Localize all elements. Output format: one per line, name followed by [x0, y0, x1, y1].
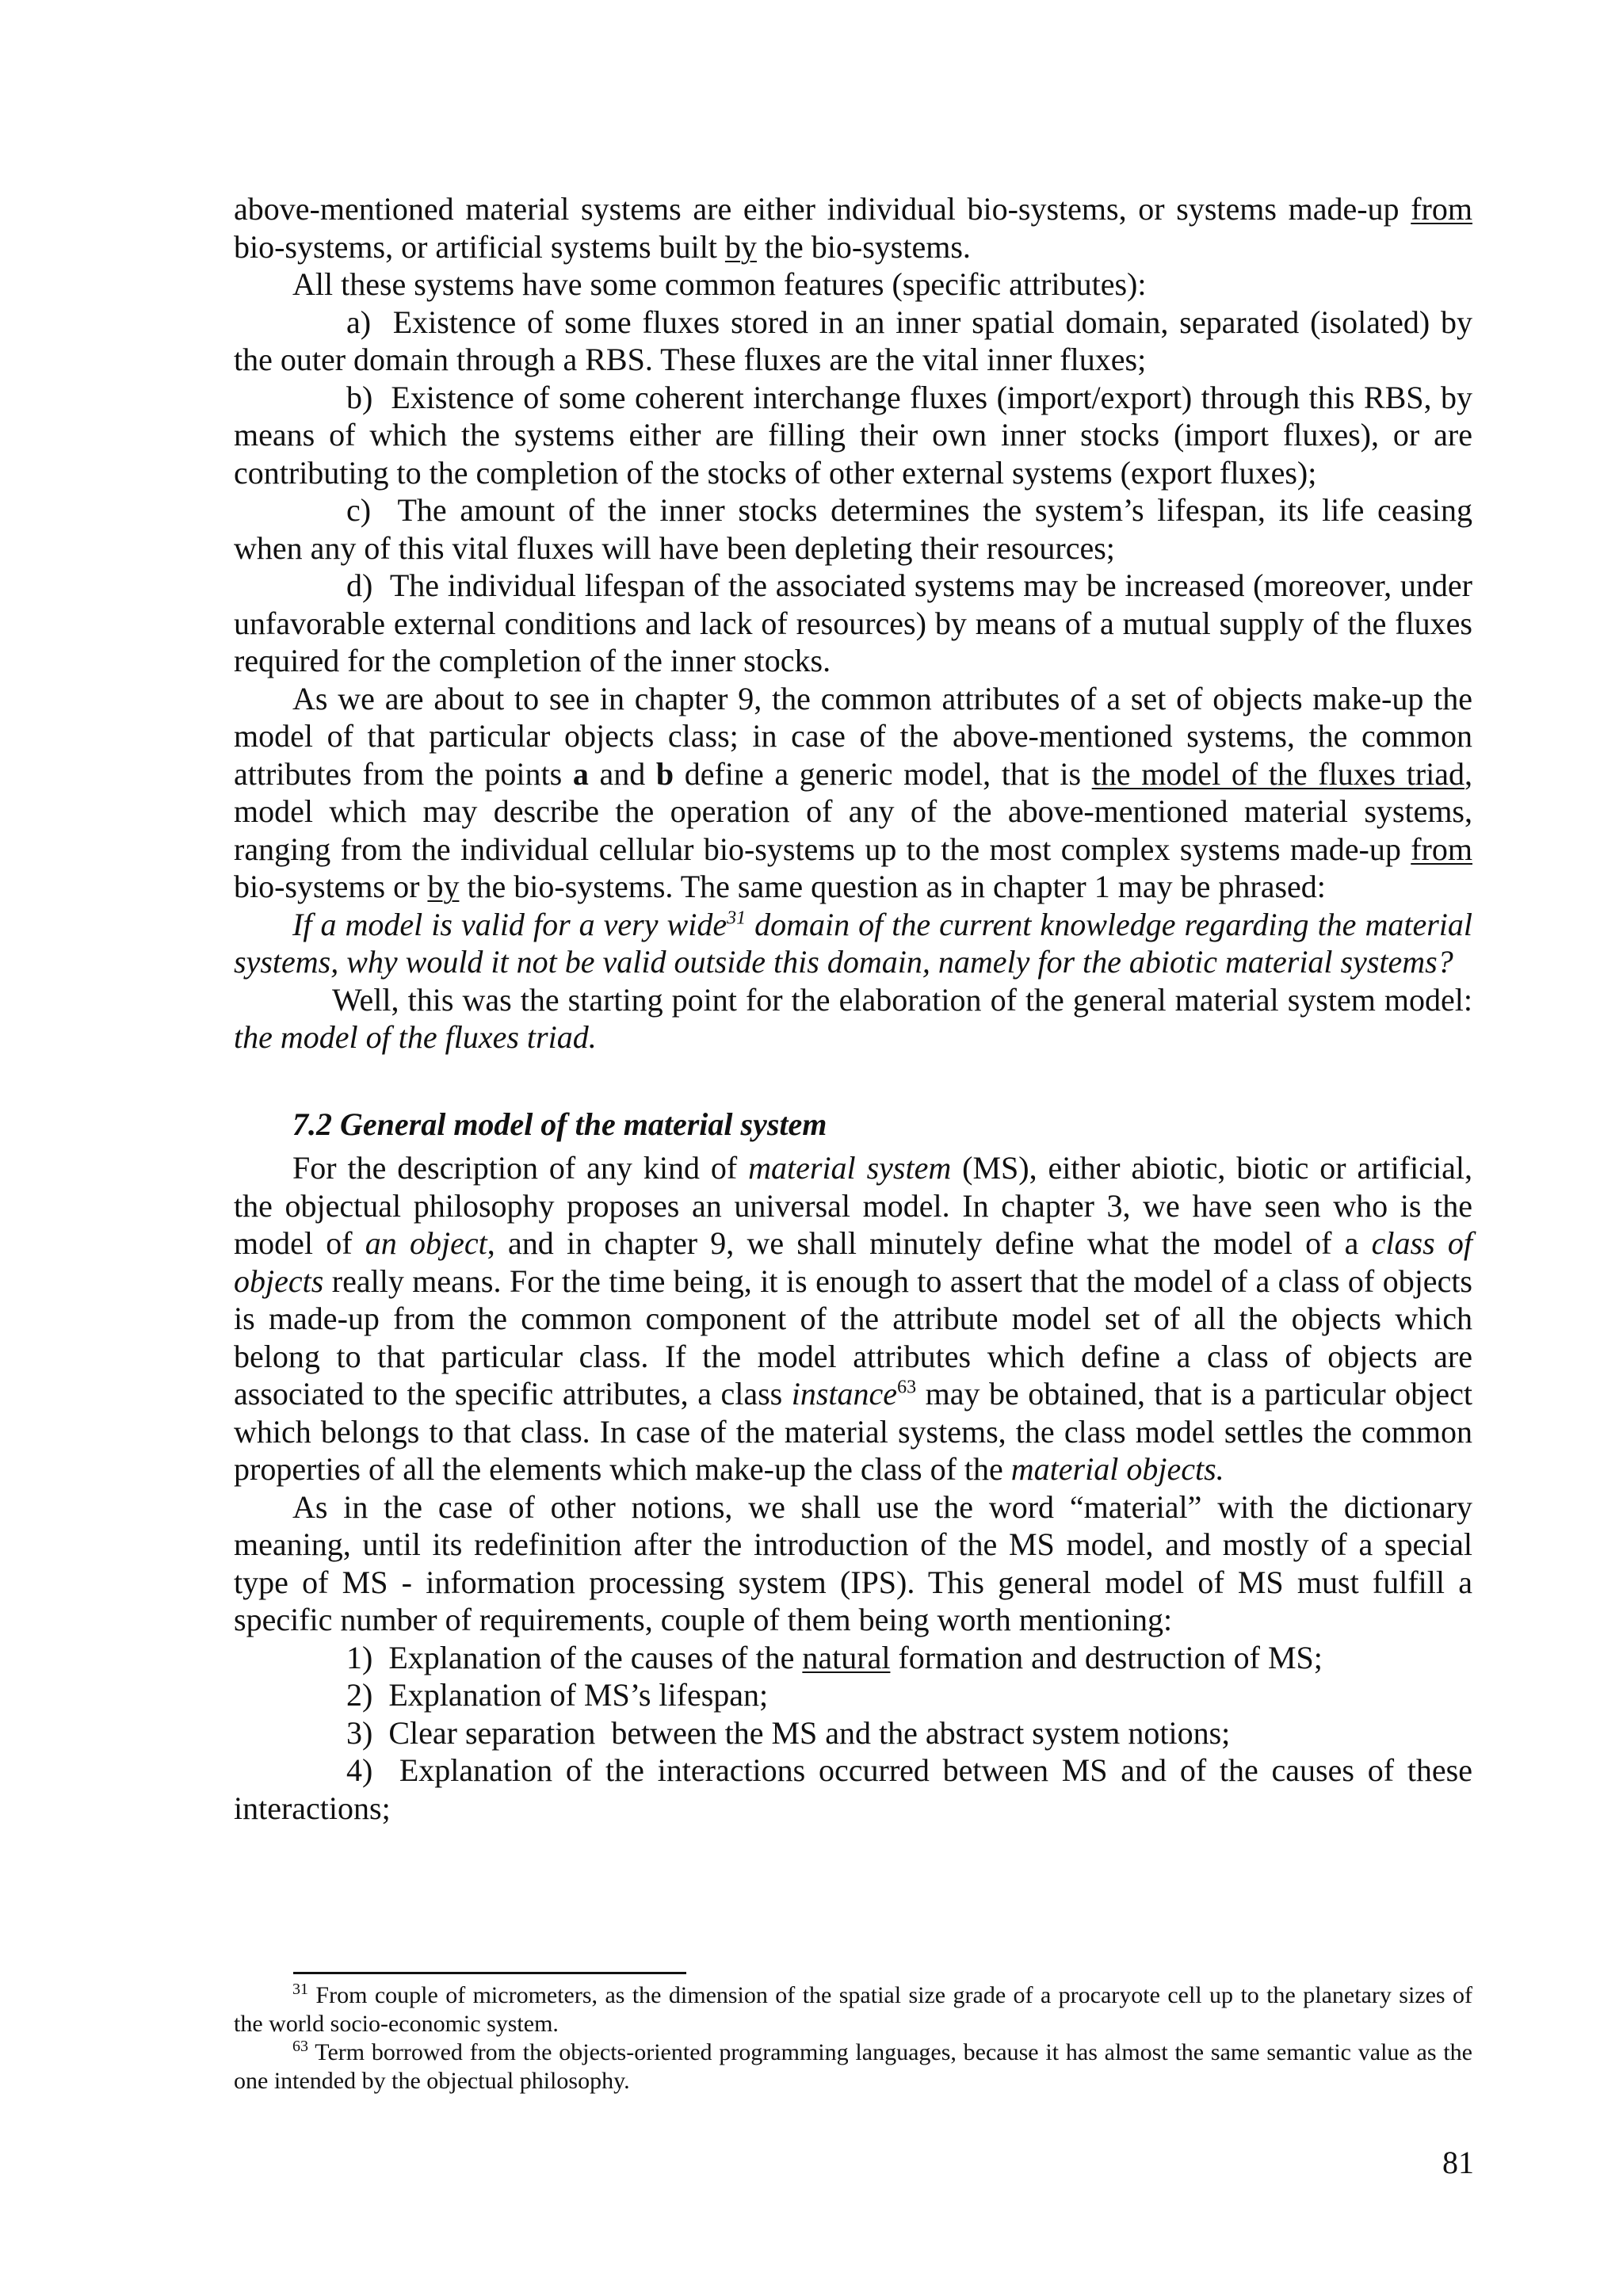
underlined-phrase: the model of the fluxes triad	[1091, 755, 1465, 792]
footnote-marker: 63	[292, 2038, 308, 2055]
paragraph-continuation: above-mentioned material systems are either individual bio-systems, or systems made-up from bio-systems, or artificial systems built by the bio-systems.	[234, 191, 1472, 265]
list-item-b: b) Existence of some coherent interchange fluxes (import/export) through this RBS, by means of which the systems either are filling their own inner stocks (import fluxes), or are contributing to the completion of the stocks of other external systems (export fluxes);	[234, 379, 1472, 491]
underlined-word: natural	[802, 1639, 891, 1675]
list-item-3: 3) Clear separation between the MS and the abstract system notions;	[346, 1714, 1231, 1751]
footnotes	[234, 1981, 1472, 2095]
list-item-d: d) The individual lifespan of the associated systems may be increased (moreover, under unfavorable external conditions and lack of resources) by means of a mutual supply of the fluxes required for the completion of the inner stocks.	[234, 567, 1472, 678]
italic-term: class of objects	[234, 1225, 1473, 1299]
bold-letter: a	[572, 755, 589, 792]
paragraph-common-features: All these systems have some common features (specific attributes):	[292, 266, 1147, 302]
italic-term: material objects.	[1010, 1451, 1224, 1487]
underlined-word: from	[1411, 191, 1472, 227]
underlined-word: by	[427, 869, 460, 904]
paragraph-ms-description: For the description of any kind of material system (MS), either abiotic, biotic or artificial, the objectual philosophy proposes an universal model. In chapter 3, we have seen who is the model of an object, and in chapter 9, we shall minutely define what the model of a class of objects really means. For the time being, it is enough to assert that the model of a class of objects is made-up from the common component of the attribute model set of all the objects which belong to that particular class. If the model attributes which define a class of objects are associated to the specific attributes, a class instance$^{63}$ may be obtained, that is a particular object which belongs to that class. In case of the material systems, the class model settles the common properties of all the elements which make-up the class of the material objects.	[234, 1150, 1473, 1487]
list-item-4: 4) Explanation of the interactions occurred between MS and of the causes of these interactions;	[234, 1752, 1472, 1826]
italic-phrase: the model of the fluxes triad.	[234, 1019, 597, 1055]
footnote-ref-31: 31	[727, 907, 747, 929]
list-item-1: 1) Explanation of the causes of the natural formation and destruction of MS;	[346, 1639, 1323, 1675]
paragraph-starting-point: Well, this was the starting point for the elaboration of the general material system model: the model of the fluxes triad.	[234, 981, 1472, 1055]
footnote-separator	[293, 1972, 686, 1974]
underlined-word: by	[724, 228, 757, 265]
footnote-63: $^{63}$ Term borrowed from the objects-oriented programming languages, because it has almost the same semantic value as the one intended by the objectual philosophy.	[234, 2038, 1472, 2094]
list-item-2: 2) Explanation of MS’s lifespan;	[346, 1677, 769, 1713]
page-number: 81	[1442, 2145, 1474, 2180]
footnote-marker: 31	[292, 1981, 308, 1998]
section-heading: 7.2 General model of the material system	[292, 1106, 827, 1142]
italic-term: an object	[365, 1225, 487, 1261]
paragraph-question: If a model is valid for a very wide$^{31}$ domain of the current knowledge regarding the material systems, why would it not be valid outside this domain, namely for the abiotic material systems?	[234, 906, 1472, 980]
paragraph-other-notions: As in the case of other notions, we shall use the word “material” with the dictionary meaning, until its redefinition after the introduction of the MS model, and mostly of a special type of MS - information processing system (IPS). This general model of MS must fulfill a specific number of requirements, couple of them being worth mentioning:	[234, 1488, 1472, 1637]
bold-letter: b	[655, 755, 674, 792]
footnote-31: $^{31}$ From couple of micrometers, as the dimension of the spatial size grade of a procaryote cell up to the planetary sizes of the world socio-economic system.	[234, 1981, 1472, 2037]
italic-term: instance	[791, 1376, 898, 1412]
list-item-a: a) Existence of some fluxes stored in an inner spatial domain, separated (isolated) by the outer domain through a RBS. These fluxes are the vital inner fluxes;	[234, 304, 1472, 377]
list-item-c: c) The amount of the inner stocks determines the system’s lifespan, its life ceasing when any of this vital fluxes will have been depleting their resources;	[234, 492, 1472, 566]
underlined-word: from	[1411, 831, 1472, 867]
footnote-ref-63: 63	[897, 1377, 917, 1398]
italic-term: material system	[748, 1150, 952, 1186]
paragraph-chapter-9: As we are about to see in chapter 9, the common attributes of a set of objects make-up the model of that particular objects class; in case of the above-mentioned systems, the common attributes from the points a and b define a generic model, that is the model of the fluxes triad, model which may describe the operation of any of the above-mentioned material systems, ranging from the individual cellular bio-systems up to the most complex systems made-up from bio-systems or by the bio-systems. The same question as in chapter 1 may be phrased:	[234, 680, 1472, 904]
body-text	[234, 190, 1472, 1827]
